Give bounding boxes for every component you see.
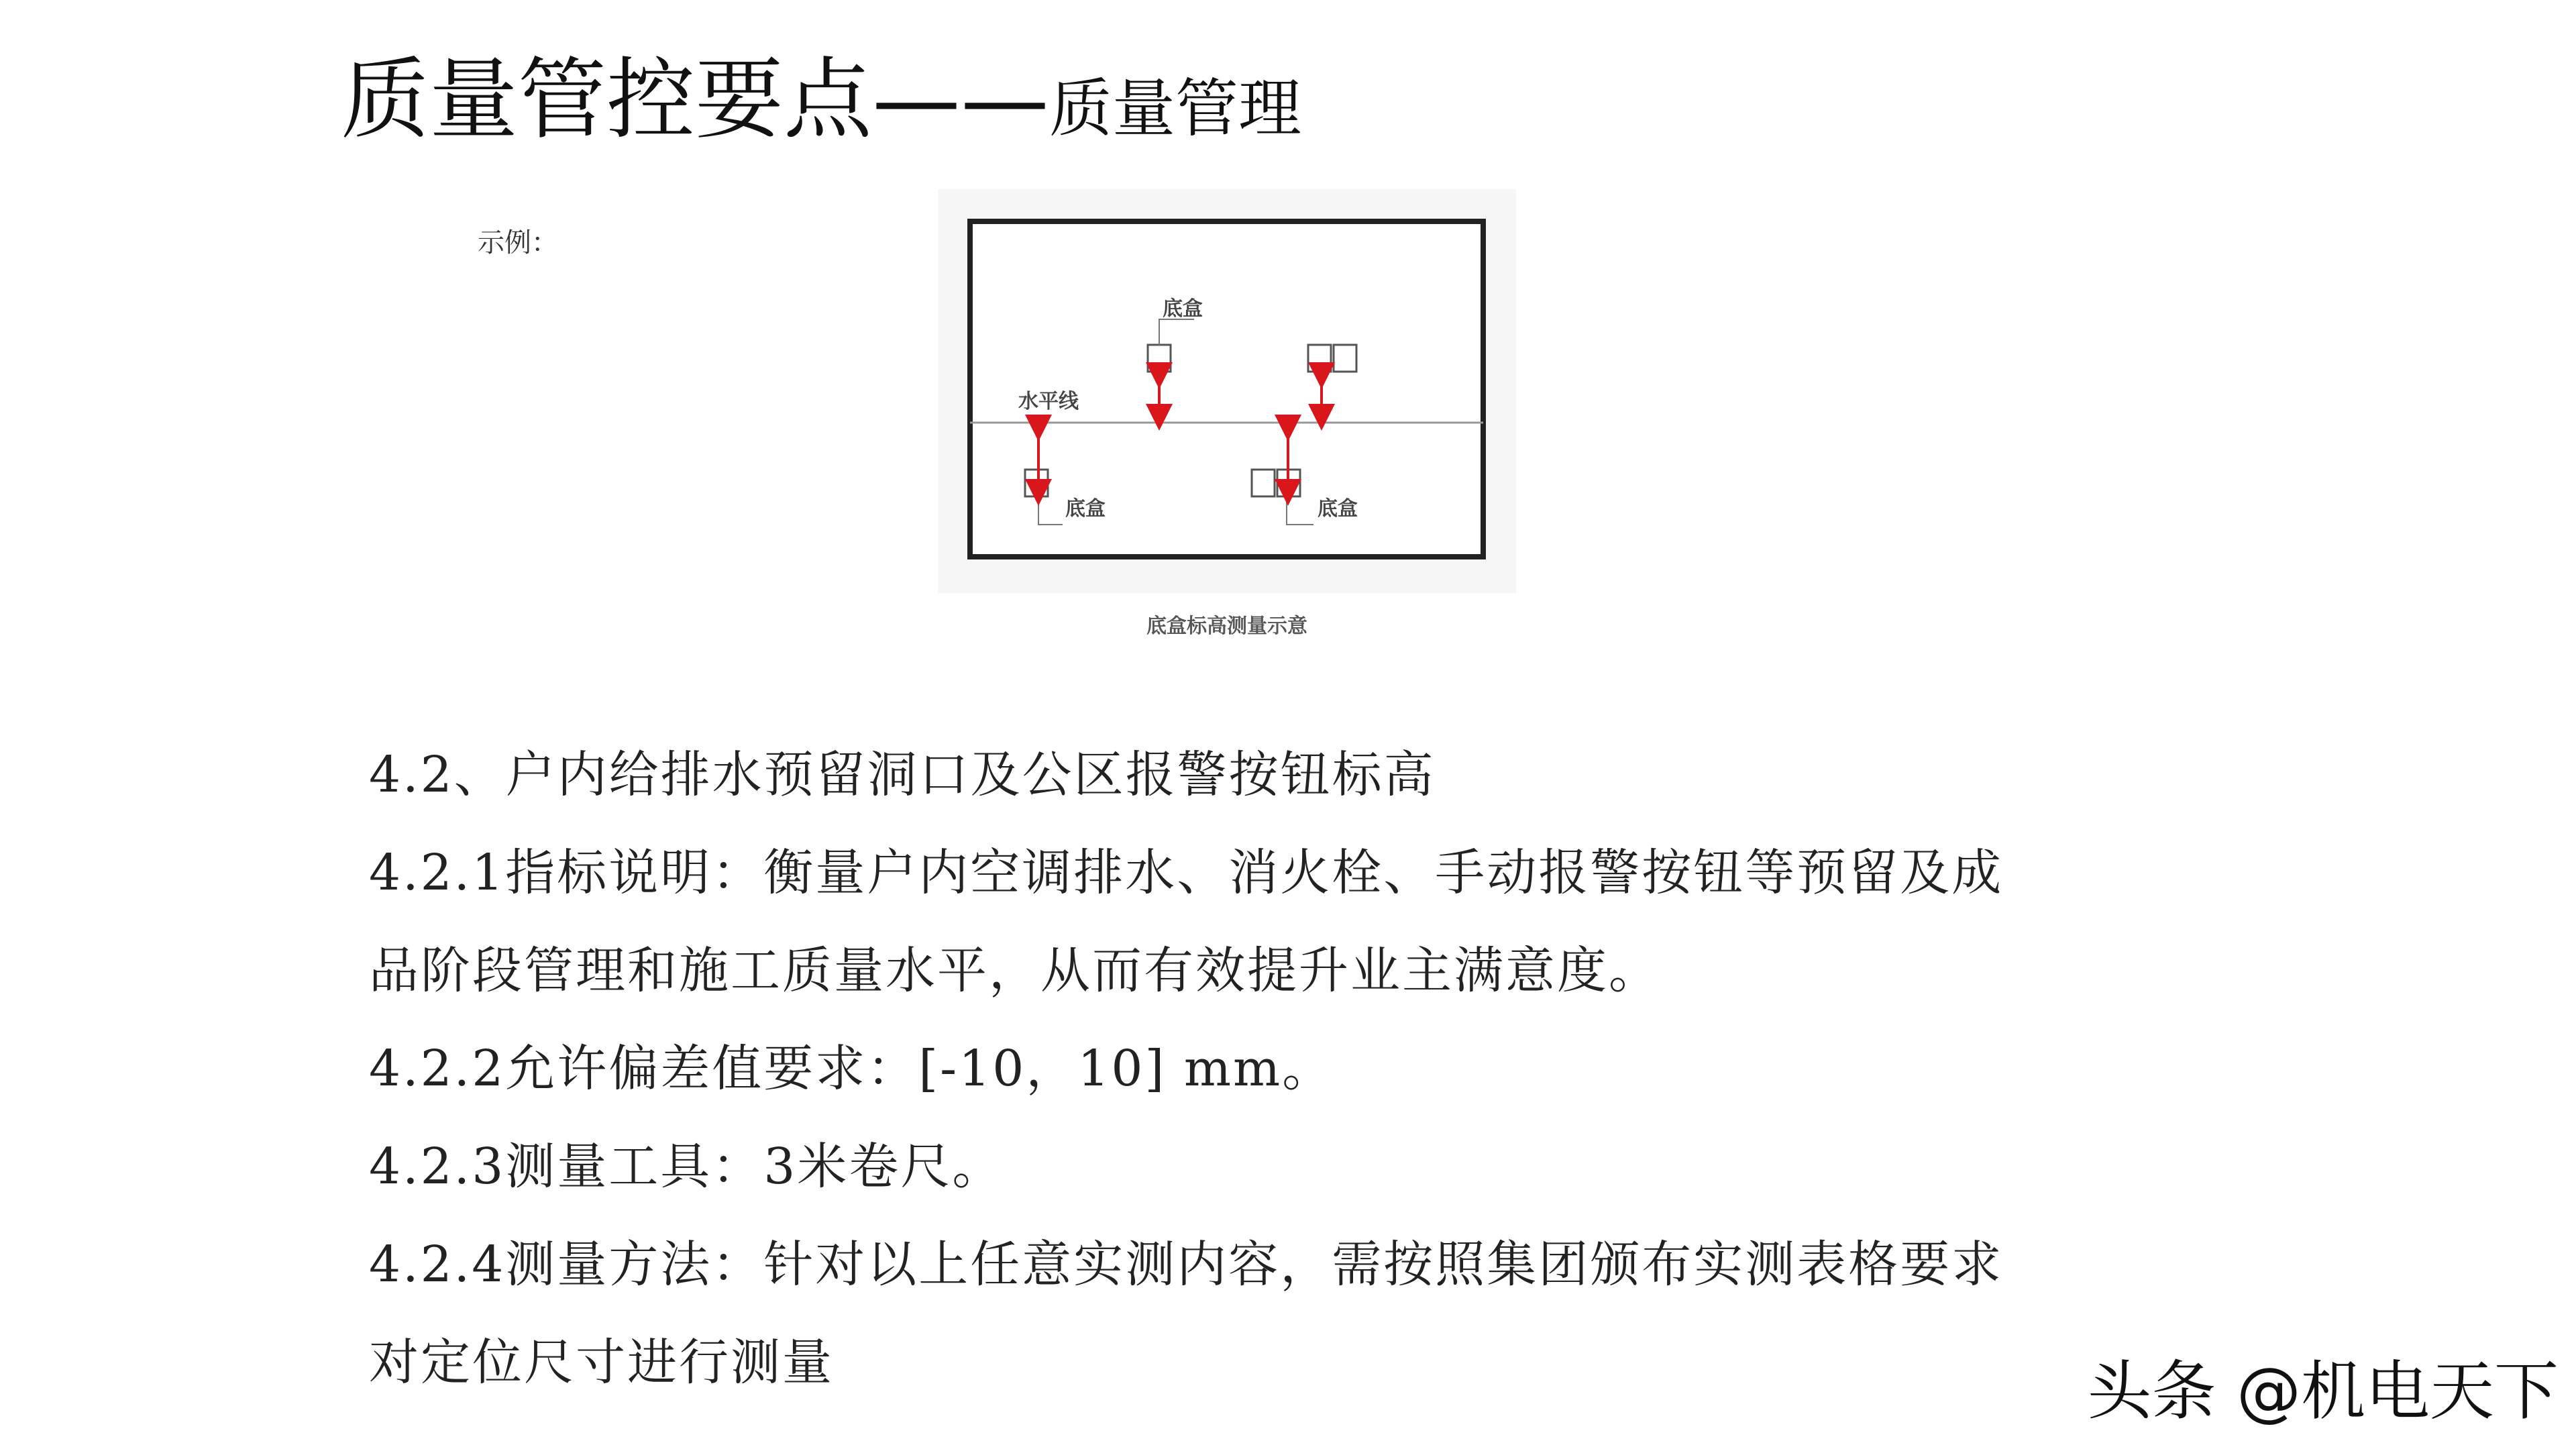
body-line: 4.2.1指标说明：衡量户内空调排水、消火栓、手动报警按钮等预留及成 <box>369 844 2004 902</box>
body-line: 4.2、户内给排水预留洞口及公区报警按钮标高 <box>369 746 1436 804</box>
label-box-bottom-left: 底盒 <box>1065 497 1106 521</box>
page-title-main: 质量管控要点—— <box>341 48 1049 152</box>
page-title <box>341 47 1301 153</box>
room-outline <box>970 221 1483 557</box>
outlet-box-top-right-b <box>1334 345 1356 372</box>
label-horizontal-line: 水平线 <box>1018 390 1079 413</box>
body-line: 4.2.2允许偏差值要求：[-10，10] mm。 <box>369 1040 1334 1097</box>
body-text <box>369 726 2113 1411</box>
label-box-top-left: 底盒 <box>1163 297 1203 321</box>
outlet-box-top-right-a <box>1308 345 1331 372</box>
outlet-box-bottom-right-a <box>1252 470 1275 496</box>
body-line: 对定位尺寸进行测量 <box>369 1334 834 1391</box>
label-box-bottom-right: 底盒 <box>1318 497 1358 521</box>
elevation-diagram-svg <box>938 189 1516 593</box>
outlet-box-top-left <box>1148 345 1171 372</box>
watermark: 头条 @机电天下 <box>2087 1354 2559 1429</box>
body-line: 4.2.3测量工具：3米卷尺。 <box>369 1138 1004 1195</box>
elevation-diagram <box>938 189 1516 593</box>
diagram-caption: 底盒标高测量示意 <box>1146 614 1307 638</box>
outlet-box-bottom-left <box>1025 470 1048 496</box>
body-line: 品阶段管理和施工质量水平，从而有效提升业主满意度。 <box>369 942 1660 1000</box>
example-label: 示例： <box>478 227 558 258</box>
body-line: 4.2.4测量方法：针对以上任意实测内容，需按照集团颁布实测表格要求 <box>369 1236 2004 1293</box>
page-title-sub: 质量管理 <box>1049 72 1302 146</box>
